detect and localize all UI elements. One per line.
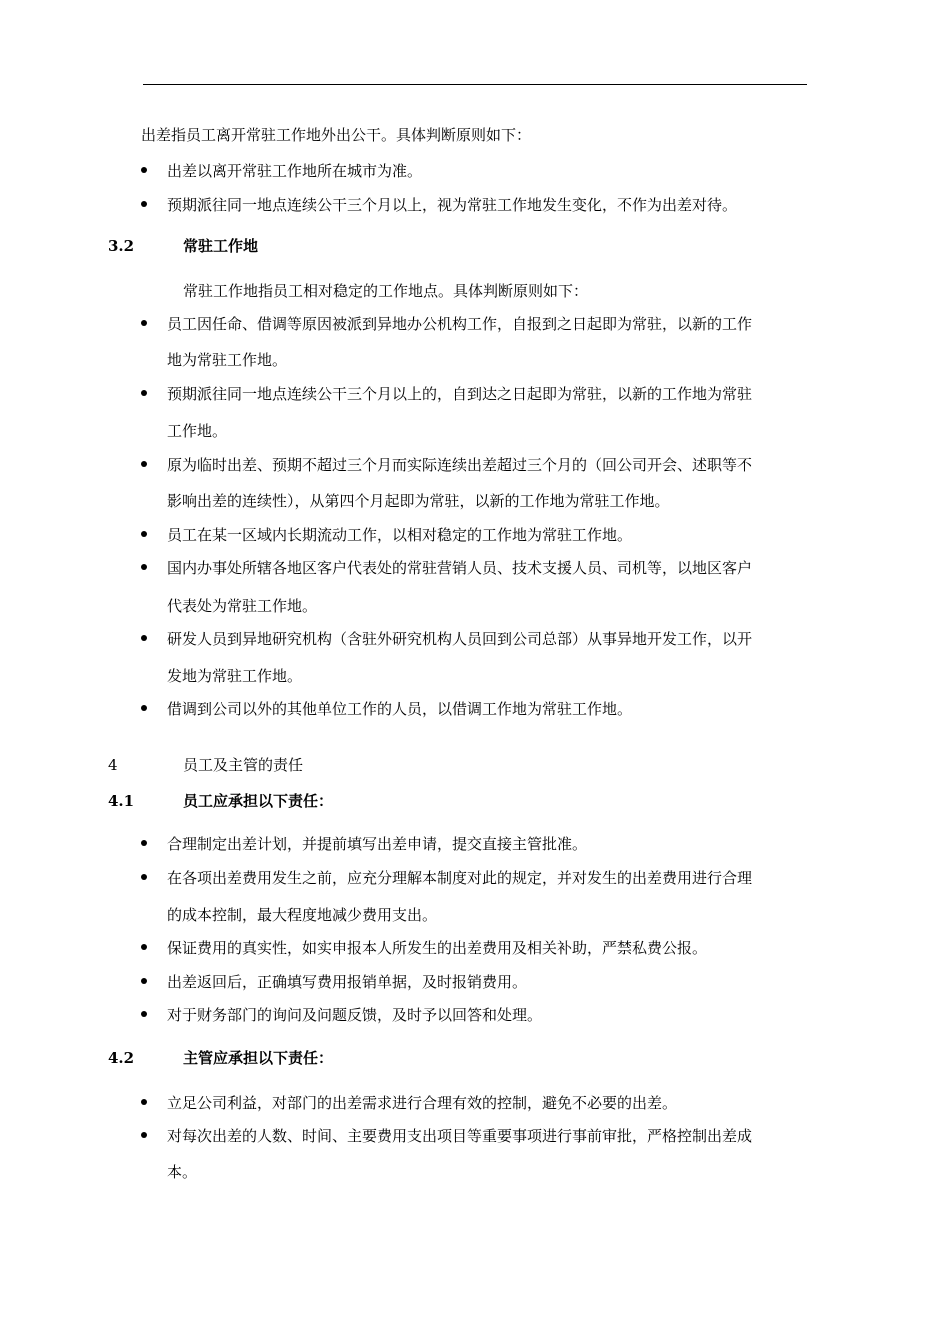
bullet-icon (141, 564, 147, 570)
list-item-text: 地为常驻工作地。 (167, 351, 288, 369)
section-title: 员工应承担以下责任： (183, 792, 334, 810)
list-item-text: 出差返回后，正确填写费用报销单据，及时报销费用。 (167, 973, 528, 991)
list-item-text: 发地为常驻工作地。 (167, 667, 303, 685)
bullet-icon (141, 1011, 147, 1017)
list-item-text: 出差以离开常驻工作地所在城市为准。 (167, 162, 423, 180)
intro-paragraph: 出差指员工离开常驻工作地外出公干。具体判断原则如下： (141, 126, 532, 144)
bullet-icon (141, 978, 147, 984)
bullet-icon (141, 635, 147, 641)
section-number: 4 (108, 756, 118, 774)
list-item-text: 员工因任命、借调等原因被派到异地办公机构工作，自报到之日起即为常驻，以新的工作 (167, 315, 753, 333)
bullet-icon (141, 874, 147, 880)
bullet-icon (141, 840, 147, 846)
section-number: 4.2 (108, 1049, 135, 1067)
list-item-text: 工作地。 (167, 422, 228, 440)
section-title: 主管应承担以下责任： (183, 1049, 334, 1067)
bullet-icon (141, 390, 147, 396)
list-item-text: 对每次出差的人数、时间、主要费用支出项目等重要事项进行事前审批，严格控制出差成 (167, 1127, 753, 1145)
list-item-text: 研发人员到异地研究机构（含驻外研究机构人员回到公司总部）从事异地开发工作，以开 (167, 630, 753, 648)
bullet-icon (141, 531, 147, 537)
list-item-text: 员工在某一区域内长期流动工作，以相对稳定的工作地为常驻工作地。 (167, 526, 633, 544)
header-rule (143, 84, 807, 85)
section-number: 3.2 (108, 237, 135, 255)
section-title: 员工及主管的责任 (183, 756, 304, 774)
bullet-icon (141, 1132, 147, 1138)
bullet-icon (141, 1099, 147, 1105)
list-item-text: 代表处为常驻工作地。 (167, 597, 318, 615)
bullet-icon (141, 201, 147, 207)
bullet-icon (141, 705, 147, 711)
list-item-text: 保证费用的真实性，如实申报本人所发生的出差费用及相关补助，严禁私费公报。 (167, 939, 708, 957)
list-item-text: 国内办事处所辖各地区客户代表处的常驻营销人员、技术支援人员、司机等，以地区客户 (167, 559, 753, 577)
list-item-text: 合理制定出差计划，并提前填写出差申请，提交直接主管批准。 (167, 835, 588, 853)
list-item-text: 立足公司利益，对部门的出差需求进行合理有效的控制，避免不必要的出差。 (167, 1094, 678, 1112)
list-item-text: 影响出差的连续性），从第四个月起即为常驻，以新的工作地为常驻工作地。 (167, 492, 670, 510)
bullet-icon (141, 320, 147, 326)
bullet-icon (141, 944, 147, 950)
section-intro: 常驻工作地指员工相对稳定的工作地点。具体判断原则如下： (183, 282, 589, 300)
list-item-text: 在各项出差费用发生之前，应充分理解本制度对此的规定，并对发生的出差费用进行合理 (167, 869, 753, 887)
list-item-text: 本。 (167, 1163, 198, 1181)
bullet-icon (141, 461, 147, 467)
list-item-text: 对于财务部门的询问及问题反馈，及时予以回答和处理。 (167, 1006, 543, 1024)
list-item-text: 借调到公司以外的其他单位工作的人员，以借调工作地为常驻工作地。 (167, 700, 633, 718)
section-number: 4.1 (108, 792, 135, 810)
section-title: 常驻工作地 (183, 237, 259, 255)
list-item-text: 原为临时出差、预期不超过三个月而实际连续出差超过三个月的（回公司开会、述职等不 (167, 456, 753, 474)
list-item-text: 预期派往同一地点连续公干三个月以上，视为常驻工作地发生变化，不作为出差对待。 (167, 196, 738, 214)
bullet-icon (141, 167, 147, 173)
list-item-text: 预期派往同一地点连续公干三个月以上的，自到达之日起即为常驻，以新的工作地为常驻 (167, 385, 753, 403)
list-item-text: 的成本控制，最大程度地减少费用支出。 (167, 906, 438, 924)
